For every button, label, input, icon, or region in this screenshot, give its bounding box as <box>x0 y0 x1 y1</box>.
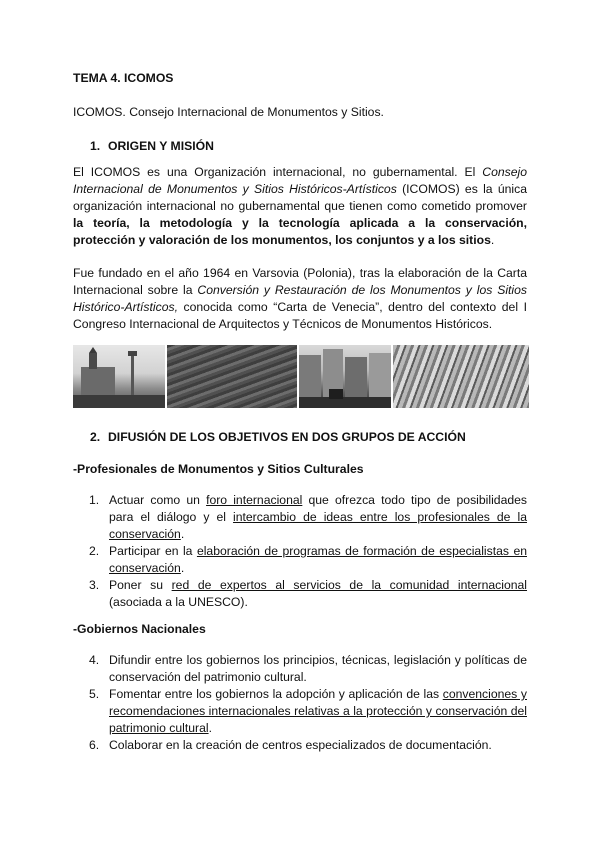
section-2-title: DIFUSIÓN DE LOS OBJETIVOS EN DOS GRUPOS DE ACCIÓN <box>108 430 466 444</box>
list-number: 3. <box>89 578 100 592</box>
text-run: . <box>180 561 185 575</box>
italic-run: Conversión y Restauración de los Monumentos y los Sitios Histórico-Artísticos, <box>73 283 528 314</box>
text-run: El ICOMOS es una Organización internacional, no gubernamental. El <box>73 165 483 179</box>
section-1-heading <box>73 138 527 155</box>
text-run: Actuar como un <box>109 493 207 507</box>
list-item <box>73 737 527 754</box>
text-run: Participar en la <box>109 544 197 558</box>
photo-castle-square <box>73 345 165 408</box>
list-item <box>73 577 527 611</box>
section-2-heading <box>73 429 527 446</box>
text-run: que ofrezca todo tipo de posibilidades para el diálogo y el <box>109 493 527 524</box>
photo-ruins-panorama <box>393 345 529 408</box>
list-item <box>73 543 527 577</box>
list-number: 6. <box>89 738 100 752</box>
text-run: . <box>180 527 185 541</box>
list-item <box>73 492 527 543</box>
old-town-illustration <box>299 345 391 408</box>
text-run: Fomentar entre los gobiernos la adopción y aplicación de las <box>109 687 443 701</box>
group-2-heading: -Gobiernos Nacionales <box>73 622 206 636</box>
text-run: . <box>208 721 212 735</box>
text-run: (asociada a la UNESCO). <box>109 595 248 609</box>
section-2-number: 2. <box>90 430 101 444</box>
underlined-run: red de expertos al servicios de la comunidad internacional <box>171 578 528 592</box>
section-1-number: 1. <box>90 139 101 153</box>
list-number: 5. <box>89 687 100 701</box>
text-run: Poner su <box>109 578 172 592</box>
photo-strip <box>73 345 527 408</box>
document-title: TEMA 4. ICOMOS <box>73 71 174 85</box>
section-1-paragraph-1 <box>73 164 527 249</box>
text-run: Colaborar en la creación de centros especializados de documentación. <box>109 738 492 752</box>
bold-run: la teoría, la metodología y la tecnología aplicada a la conservación, protección y valoración de los monumentos, los conjuntos y a los sitios <box>73 216 527 247</box>
photo-old-town-street <box>299 345 391 408</box>
underlined-run: convenciones y recomendaciones internacionales relativas a la protección y conservación del patrimonio cultural <box>109 687 527 735</box>
underlined-run: intercambio de ideas entre los profesionales de la conservación <box>109 510 527 541</box>
group-2-list <box>73 652 527 754</box>
text-run: (ICOMOS) es la única organización internacional no gubernamental que tienen como cometido promover <box>73 182 527 213</box>
group-1-heading: -Profesionales de Monumentos y Sitios Culturales <box>73 462 364 476</box>
list-number: 1. <box>89 493 100 507</box>
text-run: Fue fundado en el año 1964 en Varsovia (Polonia), tras la elaboración de la Carta Internacional sobre la <box>73 266 527 297</box>
text-run: Difundir entre los gobiernos los principios, técnicas, legislación y políticas de conservación del patrimonio cultural. <box>109 653 527 684</box>
list-item <box>73 652 527 686</box>
text-run: conocida como “Carta de Venecia”, dentro del contexto del I Congreso Internacional de Arquitectos y Técnicos de Monumentos Históricos. <box>73 300 527 331</box>
list-number: 2. <box>89 544 100 558</box>
section-1-title: ORIGEN Y MISIÓN <box>108 139 214 153</box>
photo-ruins-aerial <box>167 345 297 408</box>
list-item <box>73 686 527 737</box>
castle-square-illustration <box>73 345 165 408</box>
underlined-run: elaboración de programas de formación de especialistas en conservación <box>109 544 527 575</box>
document-subtitle: ICOMOS. Consejo Internacional de Monumentos y Sitios. <box>73 105 384 119</box>
italic-run: Consejo Internacional de Monumentos y Sitios Históricos-Artísticos <box>73 165 527 196</box>
text-run: . <box>490 233 495 247</box>
section-1-paragraph-2 <box>73 265 527 333</box>
group-1-list <box>73 492 527 611</box>
list-number: 4. <box>89 653 100 667</box>
underlined-run: foro internacional <box>206 493 303 507</box>
